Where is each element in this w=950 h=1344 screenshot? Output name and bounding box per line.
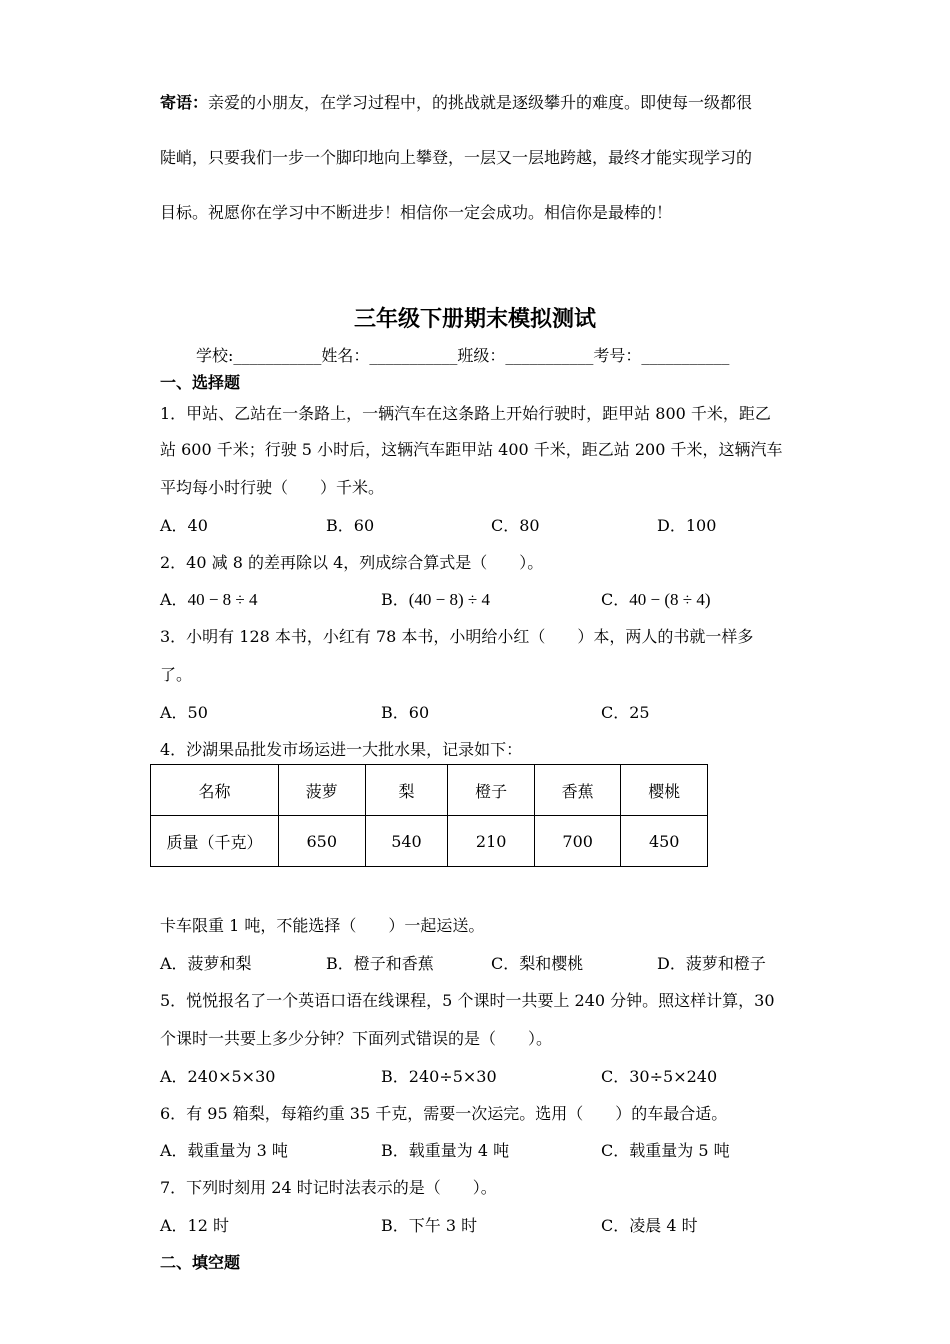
question-3-line-1: 3．小明有 128 本书，小红有 78 本书，小明给小红（ ）本，两人的书就一样多	[160, 627, 754, 646]
question-6-option-c: C．载重量为 5 吨	[601, 1141, 730, 1160]
question-4-after-text: 卡车限重 1 吨，不能选择（ ）一起运送。	[160, 916, 485, 935]
preface-line-2: 陡峭，只要我们一步一个脚印地向上攀登，一层又一层地跨越，最终才能实现学习的	[160, 148, 753, 167]
question-4-option-a: A．菠萝和梨	[160, 954, 252, 973]
question-5-option-a: A．240×5×30	[160, 1067, 276, 1086]
preface-line-3: 目标。祝愿你在学习中不断进步！相信你一定会成功。相信你是最棒的！	[160, 203, 673, 222]
table-cell: 650	[279, 816, 366, 867]
question-2-text: 2．40 减 8 的差再除以 4，列成综合算式是（ ）。	[160, 553, 544, 572]
section-heading-choice: 一、选择题	[160, 373, 241, 392]
table-cell: 540	[365, 816, 448, 867]
option-c-label: C．	[601, 590, 630, 609]
preface-line-1	[160, 90, 752, 113]
table-cell: 橙子	[448, 765, 535, 816]
option-c-expression: 40 − (8 ÷ 4)	[629, 590, 711, 609]
table-cell: 450	[621, 816, 708, 867]
question-1-option-d: D．100	[657, 516, 717, 535]
question-3-option-c: C．25	[601, 703, 650, 722]
question-5-option-c: C．30÷5×240	[601, 1067, 718, 1086]
question-3-line-2: 了。	[160, 665, 193, 684]
question-4-option-d: D．菠萝和橙子	[657, 954, 766, 973]
question-7-option-a: A．12 时	[160, 1216, 230, 1235]
student-info-line: 学校:___________姓名：___________班级：___________考号：___________	[196, 346, 730, 365]
question-1-option-c: C．80	[491, 516, 540, 535]
preface-text-1: 亲爱的小朋友，在学习过程中，的挑战就是逐级攀升的难度。即使每一级都很	[208, 93, 753, 112]
question-7-option-c: C．凌晨 4 时	[601, 1216, 698, 1235]
question-1-line-2: 站 600 千米；行驶 5 小时后，这辆汽车距甲站 400 千米，距乙站 200 千米，这辆汽车	[160, 440, 783, 459]
question-7-text: 7．下列时刻用 24 时记时法表示的是（ ）。	[160, 1178, 497, 1197]
option-b-label: B．	[381, 590, 409, 609]
table-cell: 210	[448, 816, 535, 867]
question-2-option-a	[160, 587, 257, 610]
option-a-label: A．	[160, 590, 188, 609]
table-header-row	[151, 765, 708, 816]
question-6-option-a: A．载重量为 3 吨	[160, 1141, 288, 1160]
table-cell: 樱桃	[621, 765, 708, 816]
table-cell: 700	[534, 816, 621, 867]
question-4-option-b: B．橙子和香蕉	[326, 954, 434, 973]
question-2-option-b	[381, 587, 490, 610]
question-3-option-a: A．50	[160, 703, 208, 722]
preface-label: 寄语：	[160, 93, 209, 112]
table-cell: 香蕉	[534, 765, 621, 816]
section-heading-fill-in: 二、填空题	[160, 1253, 241, 1272]
page-title: 三年级下册期末模拟测试	[353, 307, 596, 332]
question-6-option-b: B．载重量为 4 吨	[381, 1141, 510, 1160]
question-5-line-2: 个课时一共要上多少分钟？下面列式错误的是（ ）。	[160, 1029, 553, 1048]
question-4-option-c: C．梨和樱桃	[491, 954, 584, 973]
fruit-weight-table	[150, 764, 708, 867]
table-row	[151, 816, 708, 867]
question-4-text: 4．沙湖果品批发市场运进一大批水果，记录如下：	[160, 740, 523, 759]
table-cell: 菠萝	[279, 765, 366, 816]
question-6-text: 6．有 95 箱梨，每箱约重 35 千克，需要一次运完。选用（ ）的车最合适。	[160, 1104, 728, 1123]
question-2-option-c	[601, 587, 711, 610]
table-cell: 质量（千克）	[151, 816, 279, 867]
question-1-line-1: 1．甲站、乙站在一条路上，一辆汽车在这条路上开始行驶时，距甲站 800 千米，距乙	[160, 404, 771, 423]
question-1-option-a: A．40	[160, 516, 208, 535]
question-5-option-b: B．240÷5×30	[381, 1067, 497, 1086]
question-1-option-b: B．60	[326, 516, 375, 535]
question-1-line-3: 平均每小时行驶（ ）千米。	[160, 478, 385, 497]
table-cell: 名称	[151, 765, 279, 816]
option-b-expression: (40 − 8) ÷ 4	[408, 590, 491, 609]
table-cell: 梨	[365, 765, 448, 816]
question-5-line-1: 5．悦悦报名了一个英语口语在线课程，5 个课时一共要上 240 分钟。照这样计算，30	[160, 991, 775, 1010]
question-3-option-b: B．60	[381, 703, 430, 722]
option-a-expression: 40 − 8 ÷ 4	[187, 590, 258, 609]
question-7-option-b: B．下午 3 时	[381, 1216, 478, 1235]
